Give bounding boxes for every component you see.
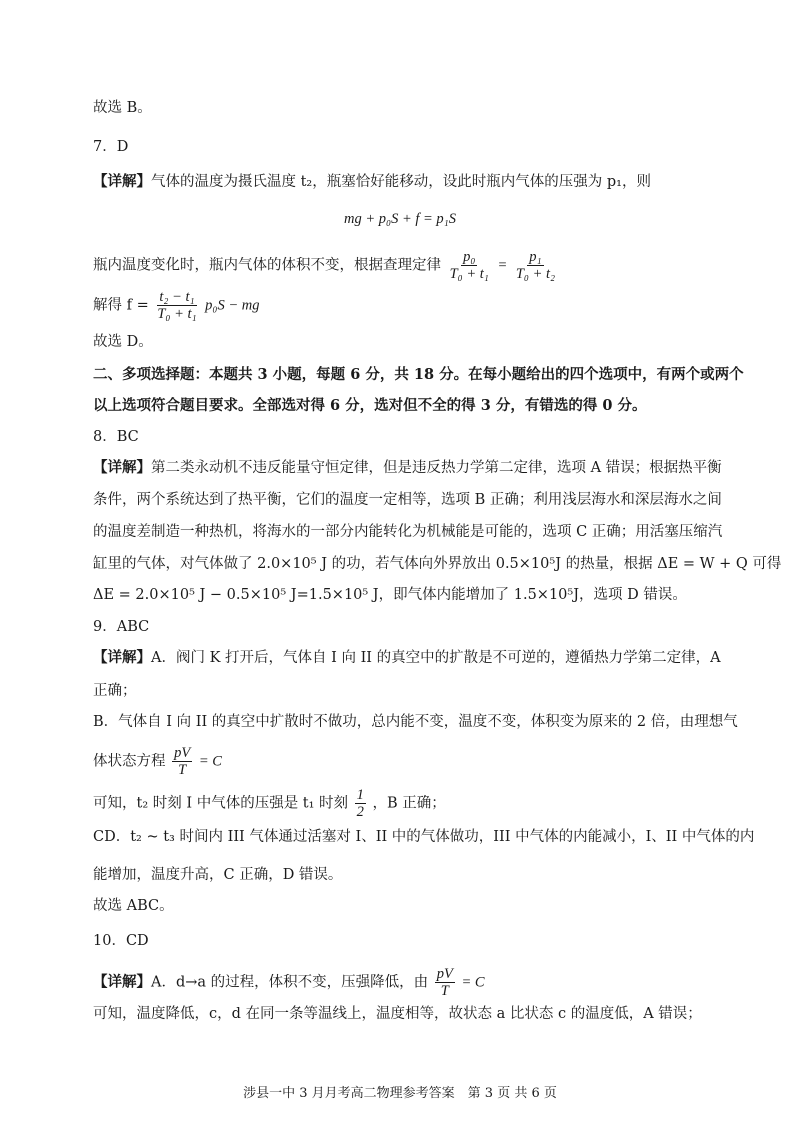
fraction-numerator: t₂ − t₁ xyxy=(159,289,195,305)
section-heading: 二、多项选择题：本题共 3 小题，每题 6 分，共 18 分。在每小题给出的四个选项中，有两个或两个 xyxy=(93,366,744,383)
text-line-body: 体状态方程 xyxy=(93,753,166,770)
text-line xyxy=(93,172,651,192)
fraction xyxy=(155,289,198,322)
fraction-numerator: 1 xyxy=(356,787,364,803)
text-line: ΔE = 2.0×10⁵ J − 0.5×10⁵ J=1.5×10⁵ J，即气体内能增加了 1.5×10⁵J，选项 D 错误。 xyxy=(93,587,687,603)
fraction-denominator: T₀ + t₂ xyxy=(515,266,556,282)
answer-heading-8: 8．BC xyxy=(93,429,139,445)
fraction xyxy=(448,249,491,282)
fraction-denominator: 2 xyxy=(356,804,364,820)
fraction-denominator: T₀ + t₁ xyxy=(449,266,489,282)
text-line xyxy=(93,648,721,668)
text-line-body: 瓶内温度变化时，瓶内气体的体积不变，根据查理定律 xyxy=(93,257,441,274)
fraction-denominator: T xyxy=(178,762,187,778)
fraction xyxy=(172,745,192,778)
expression-tail: = C xyxy=(461,974,485,991)
text-line xyxy=(93,289,259,322)
text-line: 条件，两个系统达到了热平衡，它们的温度一定相等，选项 B 正确；利用浅层海水和深层海水之间 xyxy=(93,492,722,508)
fraction-numerator: p₀ xyxy=(463,249,476,265)
text-line-body: 气体的温度为摄氏温度 t₂，瓶塞恰好能移动，设此时瓶内气体的压强为 p₁，则 xyxy=(151,174,651,190)
text-line-tail: ，B 正确； xyxy=(372,795,446,812)
text-line: 缸里的气体，对气体做了 2.0×10⁵ J 的功，若气体向外界放出 0.5×10⁵J 的热量，根据 ΔE = W + Q 可得 xyxy=(93,556,782,572)
text-line-body: A．d→a 的过程，体积不变，压强降低，由 xyxy=(151,974,429,991)
expression-tail: p₀S − mg xyxy=(205,297,260,314)
detail-tag: 【详解】 xyxy=(93,649,151,666)
text-line xyxy=(93,249,559,282)
detail-tag: 【详解】 xyxy=(93,173,151,190)
text-line: 正确； xyxy=(93,683,137,699)
text-line: 可知，温度降低，c，d 在同一条等温线上，温度相等，故状态 a 比状态 c 的温度低，A 错误； xyxy=(93,1006,702,1022)
text-line: B．气体自 I 向 II 的真空中扩散时不做功，总内能不变，温度不变，体积变为原来的 2 倍，由理想气 xyxy=(93,714,738,730)
equation: mg + p₀S + f = p₁S xyxy=(344,211,456,227)
fraction xyxy=(435,966,455,999)
text-line: 的温度差制造一种热机，将海水的一部分内能转化为机械能是可能的，选项 C 正确；用活塞压缩汽 xyxy=(93,524,723,540)
fraction-numerator: pV xyxy=(436,966,453,982)
answer-heading-7: 7．D xyxy=(93,139,129,155)
fraction xyxy=(514,249,557,282)
section-heading-cont: 以上选项符合题目要求。全部选对得 6 分，选对但不全的得 3 分，有错选的得 0 分。 xyxy=(93,397,647,414)
fraction-denominator: T₀ + t₁ xyxy=(157,306,197,322)
expression-tail: = C xyxy=(198,753,222,770)
text-line xyxy=(93,787,446,820)
text-line: 故选 D。 xyxy=(93,334,153,350)
text-line-body: 可知，t₂ 时刻 I 中气体的压强是 t₁ 时刻 xyxy=(93,795,349,812)
answer-heading-9: 9．ABC xyxy=(93,619,150,635)
fraction-numerator: pV xyxy=(174,745,191,761)
text-line: 故选 ABC。 xyxy=(93,898,174,914)
text-line xyxy=(93,966,485,999)
text-line: CD．t₂ ~ t₃ 时间内 III 气体通过活塞对 I、II 中的气体做功，III 中气体的内能减小，I、II 中气体的内 xyxy=(93,829,755,845)
answer-heading-10: 10．CD xyxy=(93,933,149,949)
detail-tag: 【详解】 xyxy=(93,459,151,476)
fraction xyxy=(355,787,366,820)
text-line-body: 解得 f = xyxy=(93,297,149,314)
text-line xyxy=(93,745,222,778)
text-line xyxy=(93,458,722,478)
text-line-body: 第二类永动机不违反能量守恒定律，但是违反热力学第二定律，选项 A 错误；根据热平衡 xyxy=(151,460,722,476)
text-line-body: A．阀门 K 打开后，气体自 I 向 II 的真空中的扩散是不可逆的，遵循热力学第二定律，A xyxy=(151,650,721,666)
page-footer: 涉县一中 3 月月考高二物理参考答案 第 3 页 共 6 页 xyxy=(243,1086,557,1101)
fraction-denominator: T xyxy=(440,983,449,999)
text-line: 故选 B。 xyxy=(93,100,152,116)
text-line: 能增加，温度升高，C 正确，D 错误。 xyxy=(93,867,343,883)
detail-tag: 【详解】 xyxy=(93,973,151,991)
fraction-numerator: p₁ xyxy=(529,249,542,265)
equals-sign: = xyxy=(497,257,508,274)
